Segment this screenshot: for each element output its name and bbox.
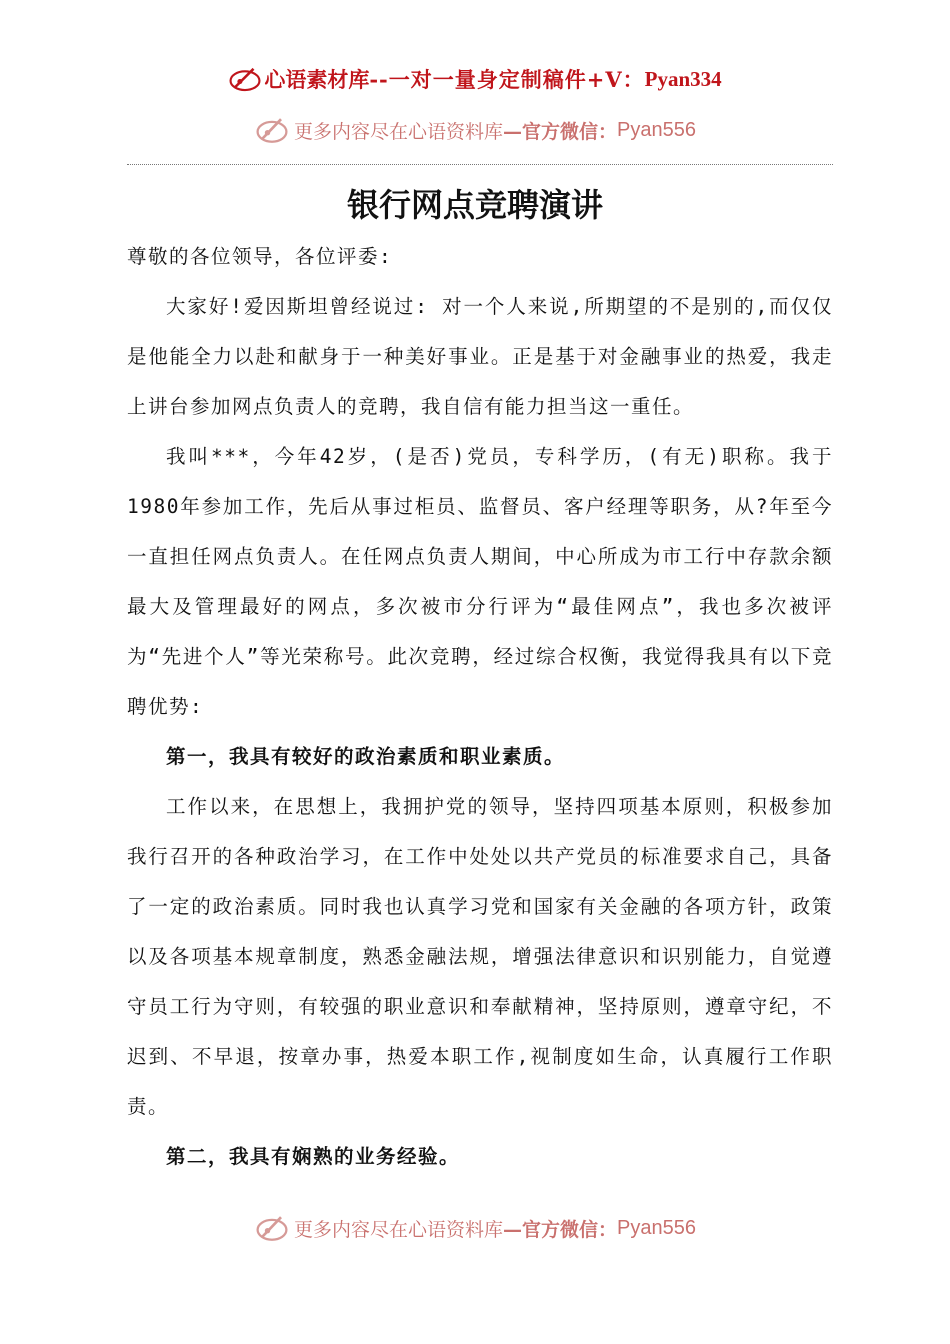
- watermark-logo-icon: [254, 112, 290, 148]
- watermark-main-text: 更多内容尽在心语资料库: [294, 120, 504, 143]
- watermark-main-text: 更多内容尽在心语资料库: [294, 1218, 504, 1241]
- header-banner: [0, 62, 950, 96]
- brand-logo-icon: [228, 62, 262, 96]
- header-divider: [127, 164, 833, 165]
- document-body: [127, 232, 833, 1182]
- paragraph: 我叫***，今年42岁，(是否)党员，专科学历，(有无)职称。我于1980年参加工作，先后从事过柜员、监督员、客户经理等职务，从?年至今一直担任网点负责人。在任网点负责人期间，中心所成为市工行中存款余额最大及管理最好的网点，多次被市分行评为“最佳网点”，我也多次被评为“先进个人”等光荣称号。此次竞聘，经过综合权衡，我觉得我具有以下竞聘优势:: [127, 445, 833, 718]
- header-watermark: [0, 112, 950, 148]
- footer-watermark: [0, 1210, 950, 1246]
- header-slogan: --一对一量身定制稿件+V：: [369, 67, 645, 92]
- watermark-code: Pyan556: [617, 118, 696, 141]
- watermark-mid-text: —官方微信：: [503, 1218, 618, 1241]
- watermark-mid-text: —官方微信：: [503, 120, 618, 143]
- brand-name: 心语素材库: [264, 67, 370, 92]
- document-title: 银行网点竞聘演讲: [346, 186, 603, 224]
- watermark-code: Pyan556: [617, 1216, 696, 1239]
- paragraph: 大家好!爱因斯坦曾经说过: 对一个人来说,所期望的不是别的,而仅仅是他能全力以赴和献身于一种美好事业。正是基于对金融事业的热爱，我走上讲台参加网点负责人的竞聘，我自信有能力担当这一重任。: [127, 295, 833, 418]
- section-heading: 第二，我具有娴熟的业务经验。: [166, 1145, 461, 1168]
- salutation: 尊敬的各位领导，各位评委:: [127, 245, 393, 268]
- paragraph: 工作以来，在思想上，我拥护党的领导，坚持四项基本原则，积极参加我行召开的各种政治学习，在工作中处处以共产党员的标准要求自己，具备了一定的政治素质。同时我也认真学习党和国家有关金融的各项方针，政策以及各项基本规章制度，熟悉金融法规，增强法律意识和识别能力，自觉遵守员工行为守则，有较强的职业意识和奉献精神，坚持原则，遵章守纪，不迟到、不早退，按章办事，热爱本职工作,视制度如生命，认真履行工作职责。: [127, 795, 833, 1118]
- header-wechat-id: Pyan334: [644, 66, 722, 91]
- watermark-logo-icon: [254, 1210, 290, 1246]
- section-heading: 第一，我具有较好的政治素质和职业素质。: [166, 745, 566, 768]
